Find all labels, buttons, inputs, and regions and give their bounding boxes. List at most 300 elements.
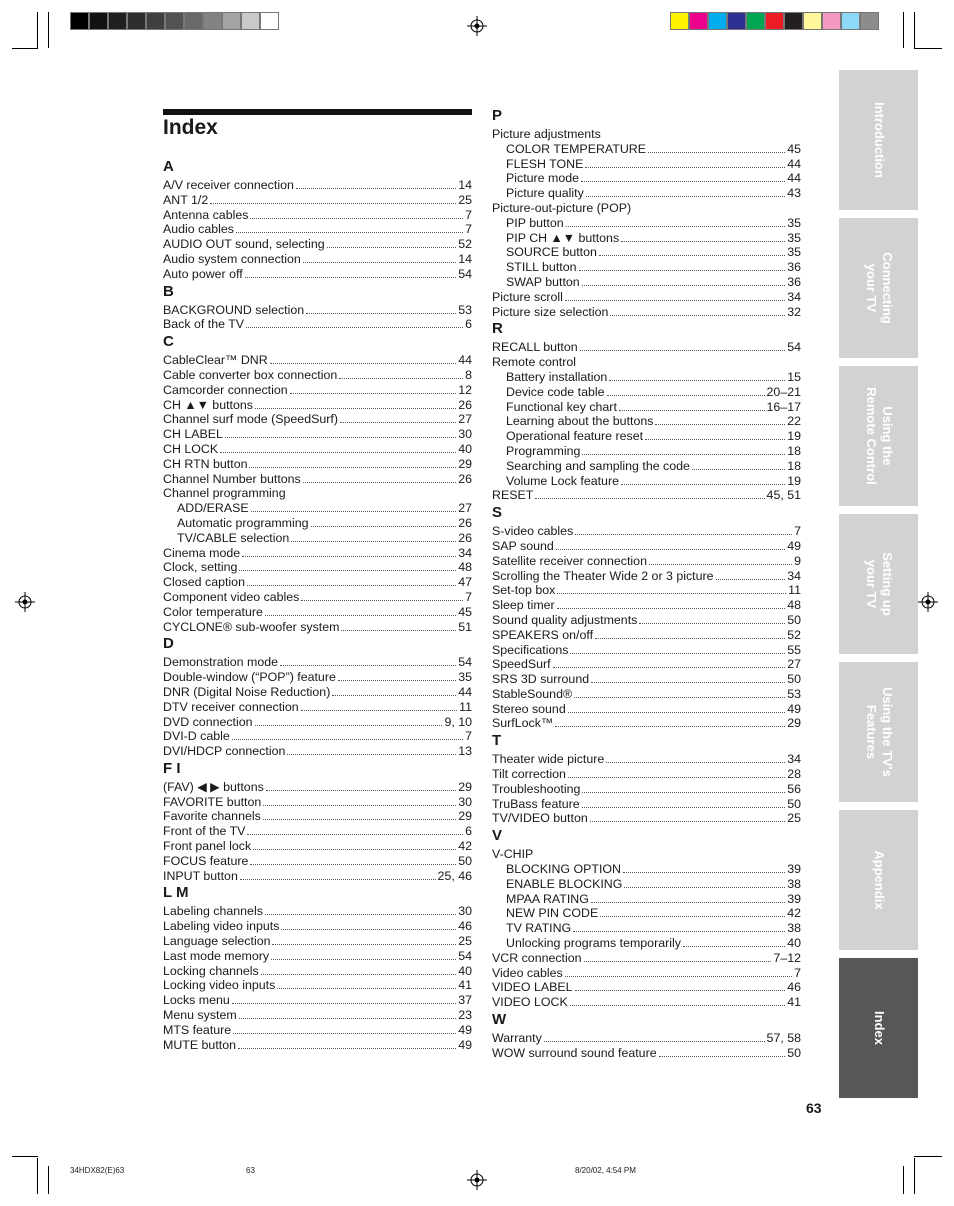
index-page-ref: 44: [787, 156, 801, 171]
dot-leader: [655, 424, 785, 425]
index-page-ref: 27: [458, 501, 472, 516]
index-page-ref: 40: [458, 441, 472, 456]
index-letter-heading: B: [163, 282, 174, 300]
index-term: DVI-D cable: [163, 729, 230, 744]
dot-leader: [239, 570, 456, 571]
index-page-ref: 45, 51: [766, 488, 801, 503]
index-page-ref: 26: [458, 530, 472, 545]
index-letter-heading: F I: [163, 759, 181, 777]
index-page-ref: 23: [458, 1008, 472, 1023]
dot-leader: [281, 929, 456, 930]
index-term: Color temperature: [163, 604, 263, 619]
index-page-ref: 7: [465, 222, 472, 237]
index-term: CH LABEL: [163, 427, 223, 442]
index-entry: [163, 208, 472, 223]
index-entry: [163, 949, 472, 964]
index-term: CH LOCK: [163, 441, 219, 456]
index-entry: [492, 995, 801, 1010]
index-page-ref: 12: [458, 382, 472, 397]
index-term: Camcorder connection: [163, 382, 288, 397]
index-subentry: [492, 906, 801, 921]
index-term: Sleep timer: [492, 598, 555, 613]
index-group-heading: Remote control: [492, 355, 577, 370]
index-page-ref: 7: [465, 729, 472, 744]
index-entry: [163, 222, 472, 237]
index-group-heading: V-CHIP: [492, 847, 534, 862]
index-term: TV/VIDEO button: [492, 811, 588, 826]
crop-mark: [903, 12, 904, 48]
dot-leader: [606, 762, 785, 763]
dot-leader: [573, 931, 785, 932]
index-term: Picture quality: [506, 186, 584, 201]
dot-leader: [544, 1041, 765, 1042]
dot-leader: [582, 454, 785, 455]
index-term: Troubleshooting: [492, 781, 581, 796]
dot-leader: [287, 754, 456, 755]
index-page-ref: 38: [787, 876, 801, 891]
dot-leader: [271, 959, 456, 960]
index-page-ref: 50: [787, 796, 801, 811]
dot-leader: [609, 380, 785, 381]
index-page-ref: 6: [465, 317, 472, 332]
index-page-ref: 54: [458, 948, 472, 963]
index-page-ref: 9: [794, 553, 801, 568]
index-entry: [492, 583, 801, 598]
dot-leader: [639, 623, 785, 624]
dot-leader: [250, 864, 456, 865]
index-page-ref: 37: [458, 993, 472, 1008]
index-page-ref: 53: [458, 302, 472, 317]
dot-leader: [240, 879, 436, 880]
index-page-ref: 18: [787, 443, 801, 458]
index-page-ref: 19: [787, 429, 801, 444]
index-term: TruBass feature: [492, 796, 580, 811]
dot-leader: [265, 914, 456, 915]
index-letter-heading: A: [163, 158, 174, 175]
index-term: Sound quality adjustments: [492, 612, 638, 627]
dot-leader: [574, 697, 785, 698]
index-entry: [163, 605, 472, 620]
dot-leader: [303, 482, 456, 483]
index-entry: [163, 780, 472, 795]
crop-mark: [914, 48, 942, 49]
index-entry: [163, 560, 472, 575]
dot-leader: [263, 805, 456, 806]
index-subentry: [492, 245, 801, 260]
index-term: Battery installation: [506, 369, 608, 384]
index-page-ref: 26: [458, 515, 472, 530]
index-page-ref: 29: [458, 456, 472, 471]
index-term: VCR connection: [492, 950, 582, 965]
index-page-ref: 45: [458, 604, 472, 619]
dot-leader: [232, 1003, 456, 1004]
index-page-ref: 36: [787, 260, 801, 275]
index-page-ref: 49: [787, 538, 801, 553]
index-entry: [163, 620, 472, 635]
index-page-ref: 35: [787, 245, 801, 260]
index-entry: [163, 590, 472, 605]
index-entry: [163, 729, 472, 744]
dot-leader: [557, 593, 786, 594]
side-tab-introduction[interactable]: [839, 70, 918, 210]
index-entry: [163, 398, 472, 413]
index-term: MUTE button: [163, 1037, 236, 1052]
dot-leader: [255, 725, 443, 726]
index-entry: [163, 854, 472, 869]
index-term: ENABLE BLOCKING: [506, 876, 623, 891]
index-page-ref: 50: [787, 612, 801, 627]
index-page-ref: 56: [787, 781, 801, 796]
dot-leader: [621, 484, 785, 485]
index-term: ANT 1/2: [163, 192, 209, 207]
dot-leader: [332, 695, 456, 696]
index-entry: [492, 290, 801, 305]
dot-leader: [239, 1018, 457, 1019]
index-page-ref: 14: [458, 178, 472, 192]
dot-leader: [607, 395, 765, 396]
side-tab-index[interactable]: [839, 958, 918, 1098]
side-tab-using-the-tv-s-features[interactable]: [839, 662, 918, 802]
index-page-ref: 40: [458, 963, 472, 978]
index-term: Component video cables: [163, 589, 300, 604]
index-term: Video cables: [492, 965, 563, 980]
index-term: DTV receiver connection: [163, 699, 299, 714]
index-entry: [163, 267, 472, 282]
dot-leader: [277, 988, 456, 989]
dot-leader: [301, 600, 463, 601]
index-entry: [163, 904, 472, 919]
index-letter-heading: W: [492, 1011, 507, 1029]
index-page-ref: 27: [458, 412, 472, 427]
gray-swatch: [89, 12, 108, 30]
side-tab-label: Using the Remote Control: [863, 387, 895, 485]
index-term: BACKGROUND selection: [163, 302, 305, 317]
footer-page: 63: [246, 1166, 255, 1175]
index-letter-heading: D: [163, 635, 174, 653]
index-term: Cable converter box connection: [163, 367, 338, 382]
index-page-ref: 57, 58: [766, 1031, 801, 1046]
index-term: VIDEO LOCK: [492, 995, 568, 1010]
index-term: Locks menu: [163, 993, 230, 1008]
index-term: Antenna cables: [163, 207, 249, 222]
index-term: (FAV) ◀ ▶ buttons: [163, 779, 264, 794]
index-term: Set-top box: [492, 583, 556, 598]
index-subentry: [492, 171, 801, 186]
index-term: Device code table: [506, 384, 605, 399]
dot-leader: [582, 792, 785, 793]
index-entry: [492, 340, 801, 355]
dot-leader: [553, 667, 786, 668]
index-term: Channel surf mode (SpeedSurf): [163, 412, 338, 427]
gray-swatch: [127, 12, 146, 30]
index-page-ref: 45: [787, 141, 801, 156]
side-tab-using-the-remote-control[interactable]: [839, 366, 918, 506]
dot-leader: [251, 511, 457, 512]
gray-swatch: [184, 12, 203, 30]
dot-leader: [585, 167, 785, 168]
page-title: Index: [163, 116, 218, 139]
gray-swatch: [260, 12, 279, 30]
index-page-ref: 19: [787, 473, 801, 488]
index-page-ref: 9, 10: [444, 714, 472, 729]
gray-swatch: [203, 12, 222, 30]
color-swatch: [803, 12, 822, 30]
index-page-ref: 40: [787, 936, 801, 951]
index-letter-heading: L M: [163, 884, 189, 902]
side-tab-connecting-your-tv[interactable]: [839, 218, 918, 358]
index-page-ref: 51: [458, 619, 472, 634]
index-column-left: [163, 157, 472, 1052]
index-letter-heading: P: [492, 107, 503, 124]
registration-target-icon: [918, 592, 938, 612]
index-page-ref: 44: [787, 171, 801, 186]
footer-file: 34HDX82(E)63: [70, 1166, 125, 1175]
index-term: RESET: [492, 488, 534, 503]
gray-swatch-strip: [70, 12, 279, 30]
index-page-ref: 43: [787, 186, 801, 201]
index-page-ref: 7: [794, 965, 801, 980]
index-subentry: [492, 385, 801, 400]
index-term: Programming: [506, 443, 581, 458]
index-subentry: [163, 516, 472, 531]
index-term: MTS feature: [163, 1022, 232, 1037]
index-term: SurfLock™: [492, 716, 554, 731]
index-page-ref: 49: [787, 701, 801, 716]
dot-leader: [225, 437, 456, 438]
dot-leader: [595, 638, 785, 639]
index-entry: [492, 1031, 801, 1046]
index-term: PIP CH ▲▼ buttons: [506, 230, 620, 245]
index-term: Last mode memory: [163, 948, 270, 963]
dot-leader: [272, 944, 456, 945]
page-number: 63: [806, 1100, 822, 1116]
gray-swatch: [241, 12, 260, 30]
index-term: FOCUS feature: [163, 853, 249, 868]
index-entry: [163, 869, 472, 884]
index-page-ref: 41: [787, 995, 801, 1010]
index-entry: [163, 317, 472, 332]
side-tab-label: Appendix: [871, 850, 887, 910]
dot-leader: [580, 350, 786, 351]
index-term: Picture scroll: [492, 289, 563, 304]
index-term: Closed caption: [163, 575, 245, 590]
index-term: STILL button: [506, 260, 577, 275]
index-entry: [492, 488, 801, 503]
side-tab-label: Setting up your TV: [863, 552, 895, 616]
index-entry: [163, 427, 472, 442]
index-entry: [492, 613, 801, 628]
index-term: A/V receiver connection: [163, 178, 294, 192]
index-page-ref: 11: [788, 583, 801, 598]
index-entry: [163, 715, 472, 730]
dot-leader: [591, 902, 785, 903]
index-group-heading: Picture adjustments: [492, 127, 601, 141]
index-subentry: [492, 936, 801, 951]
index-entry: [492, 951, 801, 966]
side-tab-appendix[interactable]: [839, 810, 918, 950]
color-swatch: [841, 12, 860, 30]
index-term: Locking video inputs: [163, 978, 276, 993]
index-page-ref: 34: [458, 545, 472, 560]
index-page-ref: 29: [458, 809, 472, 824]
index-term: Clock, setting: [163, 560, 238, 575]
index-entry: [163, 685, 472, 700]
index-page-ref: 34: [787, 568, 801, 583]
index-letter-heading: V: [492, 827, 503, 845]
index-subentry: [492, 921, 801, 936]
index-term: PIP button: [506, 215, 564, 230]
dot-leader: [556, 549, 785, 550]
index-page-ref: 49: [458, 1022, 472, 1037]
index-subentry: [492, 231, 801, 246]
dot-leader: [249, 467, 456, 468]
index-entry: [492, 716, 801, 731]
index-page-ref: 15: [787, 369, 801, 384]
crop-mark: [48, 1166, 49, 1194]
index-subentry: [492, 429, 801, 444]
color-swatch: [670, 12, 689, 30]
registration-target-icon: [467, 16, 487, 36]
index-term: COLOR TEMPERATURE: [506, 141, 646, 156]
index-page-ref: 41: [458, 978, 472, 993]
dot-leader: [623, 872, 785, 873]
dot-leader: [683, 946, 785, 947]
index-term: SOURCE button: [506, 245, 597, 260]
index-subentry: [163, 531, 472, 546]
dot-leader: [610, 315, 785, 316]
index-term: Picture size selection: [492, 304, 609, 319]
index-term: Double-window (“POP”) feature: [163, 670, 336, 685]
index-term: Picture mode: [506, 171, 580, 186]
index-entry: [163, 303, 472, 318]
index-term: WOW surround sound feature: [492, 1045, 657, 1060]
dot-leader: [290, 393, 457, 394]
index-entry: [163, 368, 472, 383]
index-page-ref: 30: [458, 904, 472, 919]
title-rule: [163, 109, 472, 115]
color-swatch-strip: [670, 12, 879, 30]
dot-leader: [599, 255, 785, 256]
index-entry: [163, 178, 472, 193]
index-page-ref: 39: [787, 891, 801, 906]
index-term: Functional key chart: [506, 399, 617, 414]
dot-leader: [311, 526, 457, 527]
index-entry: [163, 546, 472, 561]
side-tab-label: Introduction: [871, 102, 887, 178]
index-page-ref: 35: [787, 215, 801, 230]
index-entry: [163, 809, 472, 824]
index-entry: [163, 824, 472, 839]
index-term: Front of the TV: [163, 824, 246, 839]
index-subentry: [492, 370, 801, 385]
side-tab-setting-up-your-tv[interactable]: [839, 514, 918, 654]
index-subentry: [492, 275, 801, 290]
index-entry: [492, 811, 801, 826]
index-page-ref: 52: [787, 627, 801, 642]
index-subentry: [492, 400, 801, 415]
index-entry: [492, 554, 801, 569]
index-entry: [163, 472, 472, 487]
index-page-ref: 39: [787, 862, 801, 877]
index-term: ADD/ERASE: [177, 501, 249, 516]
index-entry: [163, 575, 472, 590]
crop-mark: [914, 12, 915, 48]
index-term: FLESH TONE: [506, 156, 584, 171]
color-swatch: [822, 12, 841, 30]
gray-swatch: [222, 12, 241, 30]
dot-leader: [340, 422, 456, 423]
index-page-ref: 44: [458, 353, 472, 368]
index-entry: [163, 993, 472, 1008]
index-entry: [163, 252, 472, 267]
index-term: Labeling video inputs: [163, 919, 280, 934]
index-entry: [492, 687, 801, 702]
dot-leader: [600, 916, 785, 917]
color-swatch: [784, 12, 803, 30]
dot-leader: [263, 819, 456, 820]
dot-leader: [586, 196, 785, 197]
dot-leader: [590, 821, 785, 822]
index-entry: [163, 795, 472, 810]
dot-leader: [253, 849, 456, 850]
index-page-ref: 50: [458, 853, 472, 868]
dot-leader: [265, 615, 456, 616]
index-page-ref: 7: [794, 524, 801, 539]
index-page-ref: 34: [787, 752, 801, 767]
dot-leader: [250, 218, 463, 219]
dot-leader: [242, 556, 456, 557]
dot-leader: [568, 712, 785, 713]
index-term: Warranty: [492, 1031, 542, 1046]
index-page-ref: 11: [459, 699, 472, 714]
color-swatch: [689, 12, 708, 30]
index-page-ref: 27: [787, 657, 801, 672]
index-term: RECALL button: [492, 340, 578, 355]
dot-leader: [692, 469, 785, 470]
index-subentry: [492, 157, 801, 172]
dot-leader: [570, 653, 785, 654]
dot-leader: [247, 834, 463, 835]
crop-mark: [48, 12, 49, 48]
index-letter-heading: R: [492, 320, 503, 338]
index-term: DNR (Digital Noise Reduction): [163, 684, 331, 699]
dot-leader: [624, 887, 785, 888]
dot-leader: [621, 241, 785, 242]
crop-mark: [37, 12, 38, 48]
index-page-ref: 38: [787, 921, 801, 936]
dot-leader: [236, 232, 463, 233]
dot-leader: [291, 541, 456, 542]
index-subentry: [492, 414, 801, 429]
index-term: SRS 3D surround: [492, 672, 590, 687]
index-page-ref: 18: [787, 458, 801, 473]
dot-leader: [306, 313, 456, 314]
index-group-heading: Picture-out-picture (POP): [492, 200, 632, 215]
color-swatch: [746, 12, 765, 30]
footer-timestamp: 8/20/02, 4:54 PM: [575, 1166, 636, 1175]
side-tab-label: Connecting your TV: [863, 252, 895, 324]
index-letter-heading: T: [492, 732, 502, 750]
dot-leader: [566, 226, 786, 227]
dot-leader: [341, 630, 456, 631]
index-entry: [492, 628, 801, 643]
index-term: CableClear™ DNR: [163, 353, 268, 368]
index-term: Menu system: [163, 1008, 237, 1023]
index-subentry: [492, 186, 801, 201]
index-page-ref: 47: [458, 575, 472, 590]
index-page-ref: 54: [787, 340, 801, 355]
crop-mark: [914, 1156, 942, 1157]
